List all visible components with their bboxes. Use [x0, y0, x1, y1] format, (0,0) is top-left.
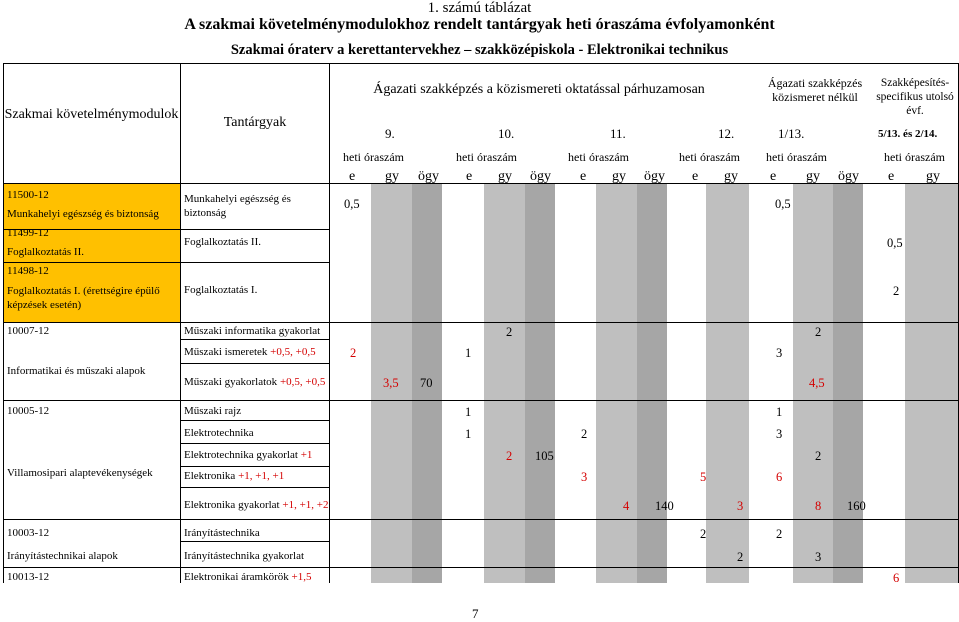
header-last-year: Szakképesítés-specifikus utolsó évf. — [876, 77, 954, 117]
module-name: Foglalkoztatás I. (érettségire épülő képzések esetén) — [7, 285, 160, 311]
rule — [180, 443, 330, 444]
sub-col: e — [888, 169, 895, 184]
subject-name: Elektrotechnika — [184, 427, 254, 439]
subject-name: Elektronikai áramkörök +1,5 — [184, 571, 312, 583]
value: 1 — [776, 405, 783, 419]
sub-col: e — [349, 169, 356, 184]
subject-name: Foglalkoztatás I. — [184, 284, 258, 296]
weekly-10: heti óraszám — [456, 150, 517, 164]
col-11-ogy — [637, 183, 667, 583]
value: 4,5 — [809, 376, 825, 390]
rule — [3, 400, 958, 401]
value: 4 — [623, 499, 630, 513]
subject-modifier: +0,5, +0,5 — [270, 346, 316, 358]
module-code: 10007-12 — [7, 325, 50, 337]
module-name: Irányítástechnikai alapok — [7, 550, 118, 562]
subject-modifier: +1, +1, +1 — [238, 470, 285, 482]
main-title: A szakmai követelménymodulokhoz rendelt tantárgyak heti óraszáma évfolyamonként — [184, 16, 775, 33]
value: 3 — [737, 499, 744, 513]
col-10-ogy — [525, 183, 555, 583]
subject-modifier: +1, +1, +2 — [282, 499, 329, 511]
header-without-general: Ágazati szakképzés közismeret nélkül — [767, 76, 863, 104]
subject-modifier: +1 — [300, 449, 313, 461]
module-code: 10013-12 — [7, 571, 50, 583]
col-10-gy — [484, 183, 525, 583]
value: 2 — [506, 449, 513, 463]
weekly-12: heti óraszám — [679, 150, 740, 164]
sub-col: ögy — [644, 169, 665, 184]
value: 1 — [465, 405, 472, 419]
module-code: 10003-12 — [7, 527, 50, 539]
module-name: Foglalkoztatás II. — [7, 246, 84, 258]
header-subjects: Tantárgyak — [223, 115, 287, 130]
sub-col: e — [770, 169, 777, 184]
weekly-last: heti óraszám — [884, 150, 945, 164]
value: 0,5 — [887, 236, 903, 250]
weekly-13: heti óraszám — [766, 150, 827, 164]
sub-col: gy — [926, 169, 940, 184]
rule — [3, 567, 958, 568]
value: 1 — [465, 346, 472, 360]
col-11-gy — [596, 183, 637, 583]
sub-title: Szakmai óraterv a kerettantervekhez – szakközépiskola - Elektronikai technikus — [230, 42, 729, 58]
rule — [180, 487, 330, 488]
subject-name: Műszaki ismeretek +0,5, +0,5 — [184, 346, 316, 358]
value: 0,5 — [344, 197, 360, 211]
rule — [180, 466, 330, 467]
value: 3 — [776, 427, 783, 441]
sub-col: ögy — [838, 169, 859, 184]
year-last: 5/13. és 2/14. — [878, 128, 938, 140]
sub-col: gy — [724, 169, 738, 184]
value: 5 — [700, 470, 707, 484]
value: 3,5 — [383, 376, 399, 390]
value: 1 — [465, 427, 472, 441]
module-name: Munkahelyi egészség és biztonság — [7, 208, 159, 220]
value: 2 — [776, 527, 783, 541]
module-code: 11499-12 — [7, 227, 49, 239]
value: 2 — [815, 449, 822, 463]
value: 2 — [506, 325, 513, 339]
subject-name: Műszaki rajz — [184, 405, 242, 417]
rule — [180, 541, 330, 542]
weekly-9: heti óraszám — [343, 150, 404, 164]
year-9: 9. — [385, 126, 395, 141]
value: 2 — [700, 527, 707, 541]
module-code: 11498-12 — [7, 265, 49, 277]
value: 8 — [815, 499, 822, 513]
value: 2 — [350, 346, 357, 360]
col-12-gy — [706, 183, 749, 583]
rule — [3, 63, 4, 583]
value: 2 — [893, 284, 900, 298]
subject-name: Elektronika +1, +1, +1 — [184, 470, 285, 482]
rule — [3, 322, 958, 323]
subject-name: Műszaki informatika gyakorlat — [184, 325, 321, 337]
subject-modifier: +0,5, +0,5 — [279, 376, 326, 388]
rule — [180, 229, 330, 230]
module-code: 10005-12 — [7, 405, 50, 417]
year-11: 11. — [610, 126, 626, 141]
subject-name: Műszaki gyakorlatok +0,5, +0,5 — [184, 376, 326, 388]
rule — [180, 420, 330, 421]
sub-col: gy — [806, 169, 820, 184]
module-code: 11500-12 — [7, 189, 49, 201]
rule — [180, 63, 181, 583]
rule — [3, 519, 958, 520]
module-name: Villamosipari alaptevékenységek — [7, 467, 153, 479]
sub-col: e — [466, 169, 473, 184]
value: 6 — [776, 470, 783, 484]
sub-col: gy — [385, 169, 399, 184]
page-number: 7 — [472, 606, 479, 621]
table-number: 1. számú táblázat — [427, 0, 532, 16]
value: 2 — [581, 427, 588, 441]
year-10: 10. — [498, 126, 515, 141]
col-13-ogy — [833, 183, 863, 583]
value: 3 — [581, 470, 588, 484]
subject-name: Elektronika gyakorlat +1, +1, +2 — [184, 499, 329, 511]
value: 105 — [535, 449, 554, 463]
header-modules: Szakmai követelménymodulok — [4, 107, 179, 122]
value: 2 — [815, 325, 822, 339]
subject-name: Foglalkoztatás II. — [184, 236, 261, 248]
value: 3 — [815, 550, 822, 564]
subject-name: Irányítástechnika gyakorlat — [184, 550, 305, 562]
sub-col: ögy — [530, 169, 551, 184]
header-parallel: Ágazati szakképzés a közismereti oktatással párhuzamosan — [373, 82, 705, 97]
year-13: 1/13. — [778, 126, 805, 141]
rule — [3, 262, 180, 263]
rule — [3, 63, 958, 64]
rule — [329, 63, 330, 583]
value: 0,5 — [775, 197, 791, 211]
value: 70 — [420, 376, 433, 390]
value: 3 — [776, 346, 783, 360]
subject-name: Munkahelyi egészség és biztonság — [184, 193, 291, 219]
subject-name: Elektrotechnika gyakorlat +1 — [184, 449, 313, 461]
subject-name: Irányítástechnika — [184, 527, 260, 539]
value: 6 — [893, 571, 900, 585]
sub-col: e — [692, 169, 699, 184]
rule — [180, 262, 330, 263]
rule — [180, 339, 330, 340]
sub-col: ögy — [418, 169, 439, 184]
value: 160 — [847, 499, 866, 513]
sub-col: gy — [498, 169, 512, 184]
module-name: Informatikai és műszaki alapok — [7, 365, 146, 377]
value: 140 — [655, 499, 674, 513]
rule — [180, 363, 330, 364]
weekly-11: heti óraszám — [568, 150, 629, 164]
sub-col: e — [580, 169, 587, 184]
value: 2 — [737, 550, 744, 564]
sub-col: gy — [612, 169, 626, 184]
year-12: 12. — [718, 126, 735, 141]
col-last-gy — [905, 183, 958, 583]
subject-modifier: +1,5 — [291, 571, 312, 583]
